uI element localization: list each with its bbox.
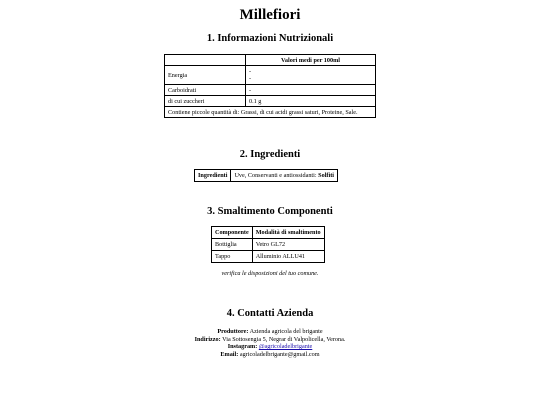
nutrition-value-zuccheri: 0.1 g — [246, 96, 376, 107]
address-label: Indirizzo: — [194, 335, 221, 343]
energy-value-line: - — [249, 68, 252, 75]
address-line — [0, 336, 540, 344]
nutrition-heading: 1. Informazioni Nutrizionali — [206, 33, 334, 44]
contacts-heading: 4. Contatti Azienda — [226, 308, 314, 319]
nutrition-value-energia — [246, 66, 376, 85]
email-value: agricoladelbrigante@gmail.com — [238, 350, 320, 358]
table-row — [212, 239, 325, 251]
contacts-block — [0, 328, 540, 358]
disposal-header-row — [212, 227, 325, 239]
ingredients-text: Uve, Conservanti e antiossidanti: — [234, 172, 319, 179]
table-row — [212, 251, 325, 263]
page-title: Millefiori — [239, 7, 301, 23]
ingredients-cell — [231, 170, 338, 182]
table-row — [165, 85, 376, 96]
disposal-method: Alluminio ALLU41 — [252, 251, 324, 263]
instagram-link[interactable]: @agricoladelbrigante — [258, 343, 313, 351]
email-label: Email: — [220, 350, 239, 358]
disposal-header-component: Componente — [212, 227, 253, 239]
disposal-heading: 3. Smaltimento Componenti — [207, 206, 333, 217]
table-row — [165, 96, 376, 107]
disposal-header-method: Modalità di smaltimento — [252, 227, 324, 239]
table-row — [195, 170, 338, 182]
instagram-line — [0, 343, 540, 351]
ingredients-bold-text: Solfiti — [318, 172, 334, 179]
nutrition-table — [164, 54, 376, 118]
ingredients-table — [194, 169, 338, 182]
producer-label: Produttore: — [217, 328, 249, 335]
nutrition-value-carboidrati: - — [246, 85, 376, 96]
address-value: Via Sottosengia 5, Negrar di Valpolicella, Verona. — [220, 335, 346, 343]
producer-value: Azienda agricola del brigante — [248, 328, 323, 335]
table-row — [165, 66, 376, 85]
disposal-component: Tappo — [212, 251, 253, 263]
instagram-label: Instagram: — [227, 343, 258, 351]
disposal-table — [211, 226, 325, 263]
nutrition-header-row — [165, 55, 376, 66]
nutrition-label-carboidrati: Carboidrati — [165, 85, 246, 96]
energy-value-line: - — [249, 75, 252, 82]
nutrition-footnote: Contiene piccole quantità di: Grassi, di cui acidi grassi saturi, Proteine, Sale. — [165, 107, 376, 118]
ingredients-label: Ingredienti — [195, 170, 231, 182]
nutrition-column-header: Valori medi per 100ml — [246, 55, 376, 66]
disposal-method: Vetro GL72 — [252, 239, 324, 251]
disposal-component: Bottiglia — [212, 239, 253, 251]
nutrition-empty-header — [165, 55, 246, 66]
nutrition-label-zuccheri: di cui zuccheri — [165, 96, 246, 107]
email-line — [0, 351, 540, 359]
nutrition-label-energia: Energia — [165, 66, 246, 85]
table-row — [165, 107, 376, 118]
ingredients-heading: 2. Ingredienti — [239, 149, 301, 160]
disposal-note: verifica le disposizioni del tuo comune. — [221, 270, 319, 277]
producer-line — [0, 328, 540, 336]
